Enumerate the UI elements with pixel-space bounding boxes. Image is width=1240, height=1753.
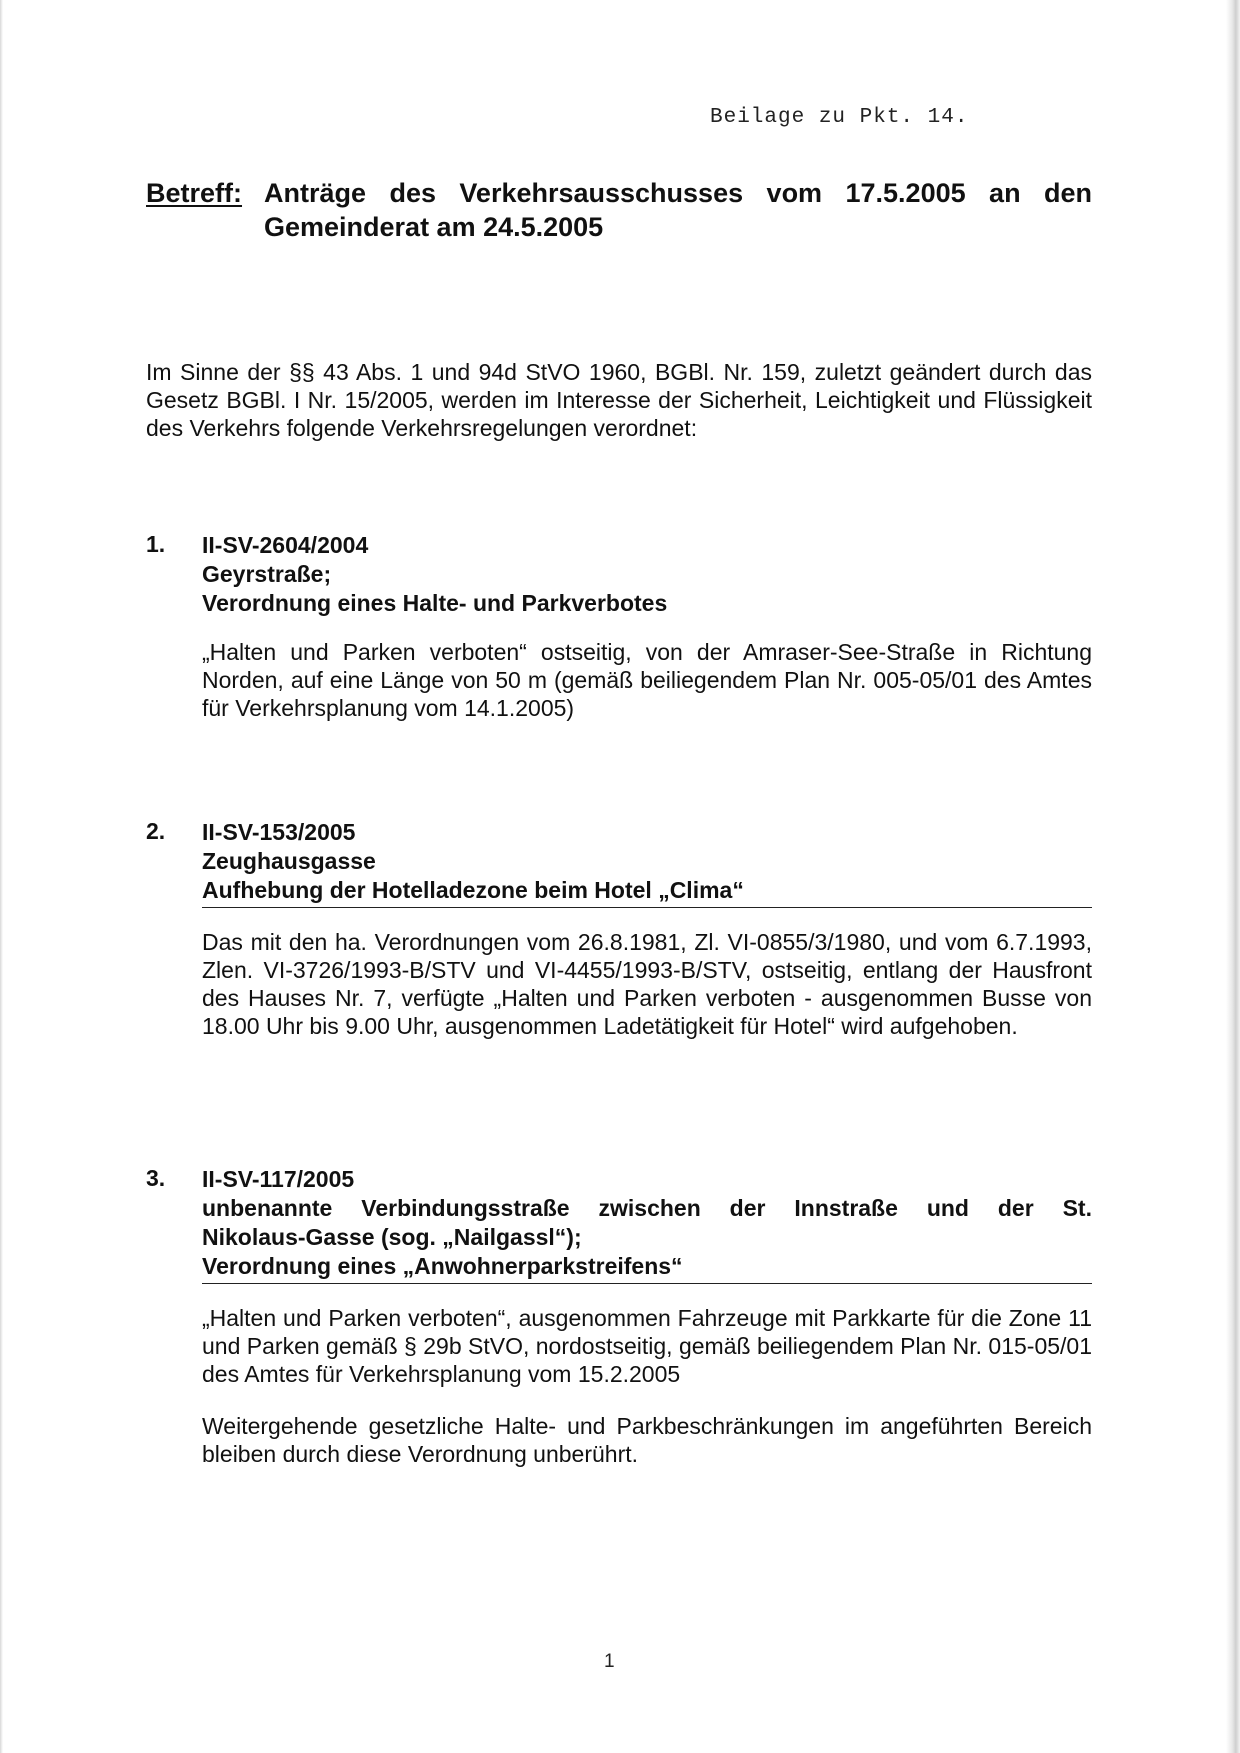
item-title: Aufhebung der Hotelladezone beim Hotel „Clima“: [202, 877, 744, 903]
subject-label: Betreff:: [146, 178, 243, 208]
item-heading: [202, 531, 1092, 618]
item-number: 3.: [146, 1165, 166, 1191]
subject-text: Anträge des Verkehrsausschusses vom 17.5.2005 an den Gemeinderat am 24.5.2005: [264, 178, 1092, 242]
item-street-line-1: unbenannte Verbindungsstraße zwischen der Innstraße und der St.: [202, 1195, 1092, 1221]
intro-paragraph: Im Sinne der §§ 43 Abs. 1 und 94d StVO 1960, BGBl. Nr. 159, zuletzt geändert durch das Gesetz BGBl. I Nr. 15/2005, werden im Interesse der Sicherheit, Leichtigkeit und Flüssigkeit des Verkehrs folgende Verkehrsregelungen verordnet:: [146, 359, 1092, 441]
ordinance-item-1: [146, 531, 1092, 746]
item-code: II-SV-117/2005: [202, 1166, 355, 1192]
item-body: [202, 928, 1092, 1040]
subject-block: [146, 176, 1092, 244]
item-street: Zeughausgasse: [202, 848, 376, 874]
item-title: Verordnung eines „Anwohnerparkstreifens“: [202, 1253, 683, 1279]
page-number: 1: [604, 1651, 615, 1672]
item-code: II-SV-2604/2004: [202, 532, 369, 558]
scan-edge-left: [0, 0, 3, 1753]
item-number: 2.: [146, 818, 166, 844]
item-paragraph: Das mit den ha. Verordnungen vom 26.8.1981, Zl. VI-0855/3/1980, und vom 6.7.1993, Zlen. VI-3726/1993-B/STV und VI-4455/1993-B/STV, ostseitig, entlang der Hausfront des Hauses Nr. 7, verfügte „Halten und Parken verboten - ausgenommen Busse von 18.00 Uhr bis 9.00 Uhr, ausgenommen Ladetätigkeit für Hotel“ wird aufgehoben.: [202, 929, 1092, 1039]
item-body: [202, 1304, 1092, 1468]
item-street: Geyrstraße;: [202, 561, 332, 587]
item-paragraph: „Halten und Parken verboten“, ausgenommen Fahrzeuge mit Parkkarte für die Zone 11 und Parken gemäß § 29b StVO, nordostseitig, gemäß beiliegendem Plan Nr. 015-05/01 des Amtes für Verkehrsplanung vom 15.2.2005: [202, 1305, 1092, 1387]
attachment-note: Beilage zu Pkt. 14.: [710, 106, 969, 129]
item-heading: [202, 1165, 1092, 1284]
item-paragraph: Weitergehende gesetzliche Halte- und Parkbeschränkungen im angeführten Bereich bleiben durch diese Verordnung unberührt.: [202, 1413, 1092, 1467]
item-number: 1.: [146, 531, 166, 557]
item-body: [202, 638, 1092, 722]
item-paragraph: „Halten und Parken verboten“ ostseitig, von der Amraser-See-Straße in Richtung Norden, auf eine Länge von 50 m (gemäß beiliegendem Plan Nr. 005-05/01 des Amtes für Verkehrsplanung vom 14.1.2005): [202, 639, 1092, 721]
item-code: II-SV-153/2005: [202, 819, 356, 845]
scan-edge-right: [1226, 0, 1240, 1753]
item-heading: [202, 818, 1092, 908]
item-street-line-2: Nikolaus-Gasse (sog. „Nailgassl“);: [202, 1224, 582, 1250]
item-title: Verordnung eines Halte- und Parkverbotes: [202, 590, 668, 616]
ordinance-item-2: [146, 818, 1092, 1064]
ordinance-item-3: [146, 1165, 1092, 1492]
